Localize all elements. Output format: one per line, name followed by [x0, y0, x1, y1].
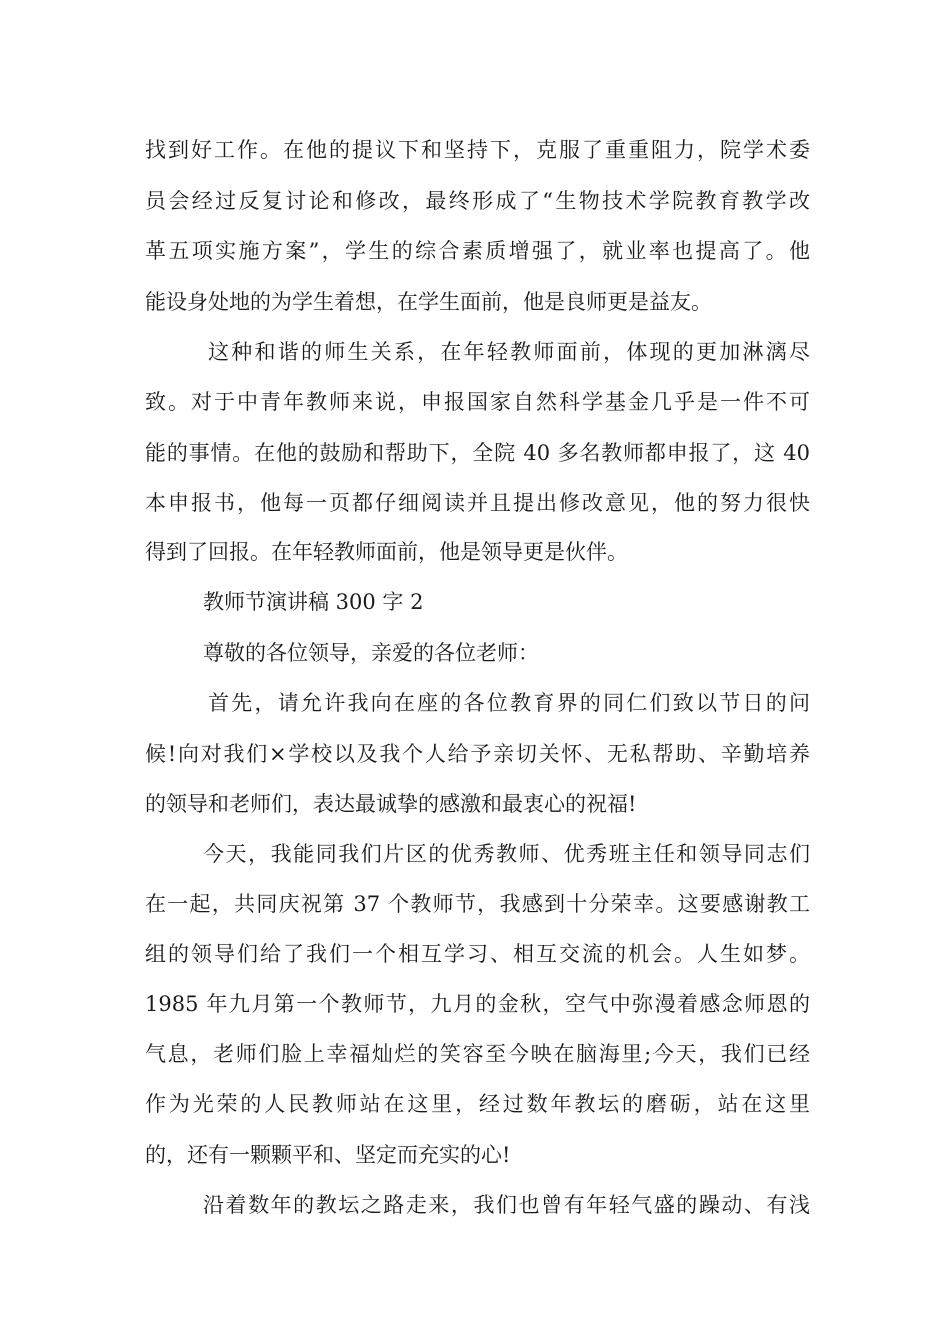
text-line: 得到了回报。在年轻教师面前，他是领导更是伙伴。 [145, 540, 628, 564]
salutation: 尊敬的各位领导，亲爱的各位老师： [203, 641, 539, 665]
text-line: 能的事情。在他的鼓励和帮助下，全院 40 多名教师都申报了，这 40 [145, 441, 810, 465]
text-line: 革五项实施方案”，学生的综合素质增强了，就业率也提高了。他 [145, 239, 810, 263]
text-line: 今天，我能同我们片区的优秀教师、优秀班主任和领导同志们 [203, 842, 810, 866]
text-line: 的，还有一颗颗平和、坚定而充实的心! [145, 1143, 511, 1167]
text-line: 1985 年九月第一个教师节，九月的金秋，空气中弥漫着感念师恩的 [145, 992, 810, 1016]
text-line: 这种和谐的师生关系，在年轻教师面前，体现的更加淋漓尽 [208, 340, 810, 364]
section-heading: 教师节演讲稿 300 字 2 [203, 590, 424, 614]
text-line: 候!向对我们×学校以及我个人给予亲切关怀、无私帮助、辛勤培养 [145, 742, 810, 766]
text-line: 的领导和老师们，表达最诚挚的感激和最衷心的祝福! [145, 792, 637, 816]
text-line: 致。对于中青年教师来说，申报国家自然科学基金几乎是一件不可 [145, 390, 810, 414]
text-line: 作为光荣的人民教师站在这里，经过数年教坛的磨砺，站在这里 [145, 1092, 810, 1116]
text-line: 能设身处地的为学生着想，在学生面前，他是良师更是益友。 [145, 290, 712, 314]
text-line: 找到好工作。在他的提议下和坚持下，克服了重重阻力，院学术委 [145, 138, 810, 162]
text-line: 员会经过反复讨论和修改，最终形成了“生物技术学院教育教学改 [145, 189, 810, 213]
text-line: 组的领导们给了我们一个相互学习、相互交流的机会。人生如梦。 [145, 942, 810, 966]
text-line: 气息，老师们脸上幸福灿烂的笑容至今映在脑海里;今天，我们已经 [145, 1042, 810, 1066]
text-line: 沿着数年的教坛之路走来，我们也曾有年轻气盛的躁动、有浅 [203, 1193, 810, 1217]
text-line: 在一起，共同庆祝第 37 个教师节，我感到十分荣幸。这要感谢教工 [145, 892, 810, 916]
text-line: 首先，请允许我向在座的各位教育界的同仁们致以节日的问 [208, 691, 810, 715]
text-line: 本申报书，他每一页都仔细阅读并且提出修改意见，他的努力很快 [145, 491, 810, 515]
